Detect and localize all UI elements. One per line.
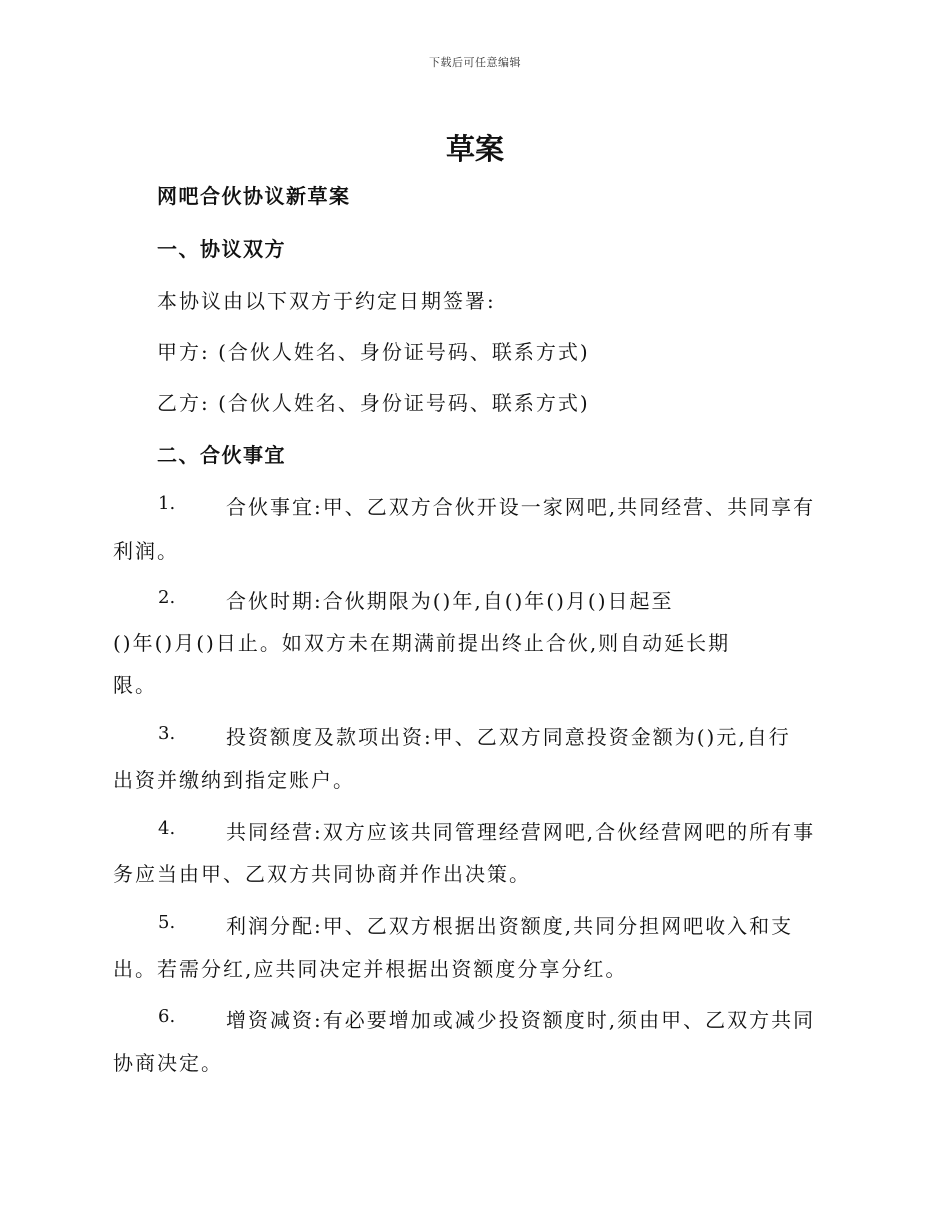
item-2-number: 2. — [158, 587, 176, 608]
item-5-line-1: 利润分配:甲、乙双方根据出资额度,共同分担网吧收入和支 — [226, 914, 794, 938]
item-2-line-1: 合伙时期:合伙期限为()年,自()年()月()日起至 — [226, 589, 674, 613]
item-6-line-1: 增资减资:有必要增加或减少投资额度时,须由甲、乙双方共同 — [226, 1008, 816, 1032]
item-4-line-2: 务应当由甲、乙双方共同协商并作出决策。 — [113, 862, 531, 886]
page-header-note: 下载后可任意编辑 — [429, 56, 521, 69]
document-title: 草案 — [445, 132, 504, 166]
item-1-number: 1. — [158, 493, 176, 514]
item-1-line-2: 利润。 — [113, 539, 179, 563]
section-1-heading: 一、协议双方 — [157, 237, 286, 261]
item-2-line-2: ()年()月()日止。如双方未在期满前提出终止合伙,则自动延长期 — [113, 631, 731, 655]
item-5-line-2: 出。若需分红,应共同决定并根据出资额度分享分红。 — [113, 957, 628, 981]
section-2-heading: 二、合伙事宜 — [157, 443, 286, 467]
item-5-number: 5. — [158, 912, 176, 933]
item-1-line-1: 合伙事宜:甲、乙双方合伙开设一家网吧,共同经营、共同享有 — [226, 495, 816, 519]
document-subtitle: 网吧合伙协议新草案 — [157, 184, 351, 208]
item-3-line-1: 投资额度及款项出资:甲、乙双方同意投资金额为()元,自行 — [226, 725, 791, 749]
item-4-number: 4. — [158, 818, 176, 839]
party-b-line: 乙方: (合伙人姓名、身份证号码、联系方式) — [157, 391, 590, 415]
item-3-line-2: 出资并缴纳到指定账户。 — [113, 768, 355, 792]
item-6-line-2: 协商决定。 — [113, 1051, 223, 1075]
item-3-number: 3. — [158, 723, 176, 744]
party-a-line: 甲方: (合伙人姓名、身份证号码、联系方式) — [157, 340, 590, 364]
item-2-line-3: 限。 — [113, 673, 157, 697]
section-1-intro: 本协议由以下双方于约定日期签署: — [157, 289, 496, 313]
item-4-line-1: 共同经营:双方应该共同管理经营网吧,合伙经营网吧的所有事 — [226, 820, 816, 844]
item-6-number: 6. — [158, 1006, 176, 1027]
